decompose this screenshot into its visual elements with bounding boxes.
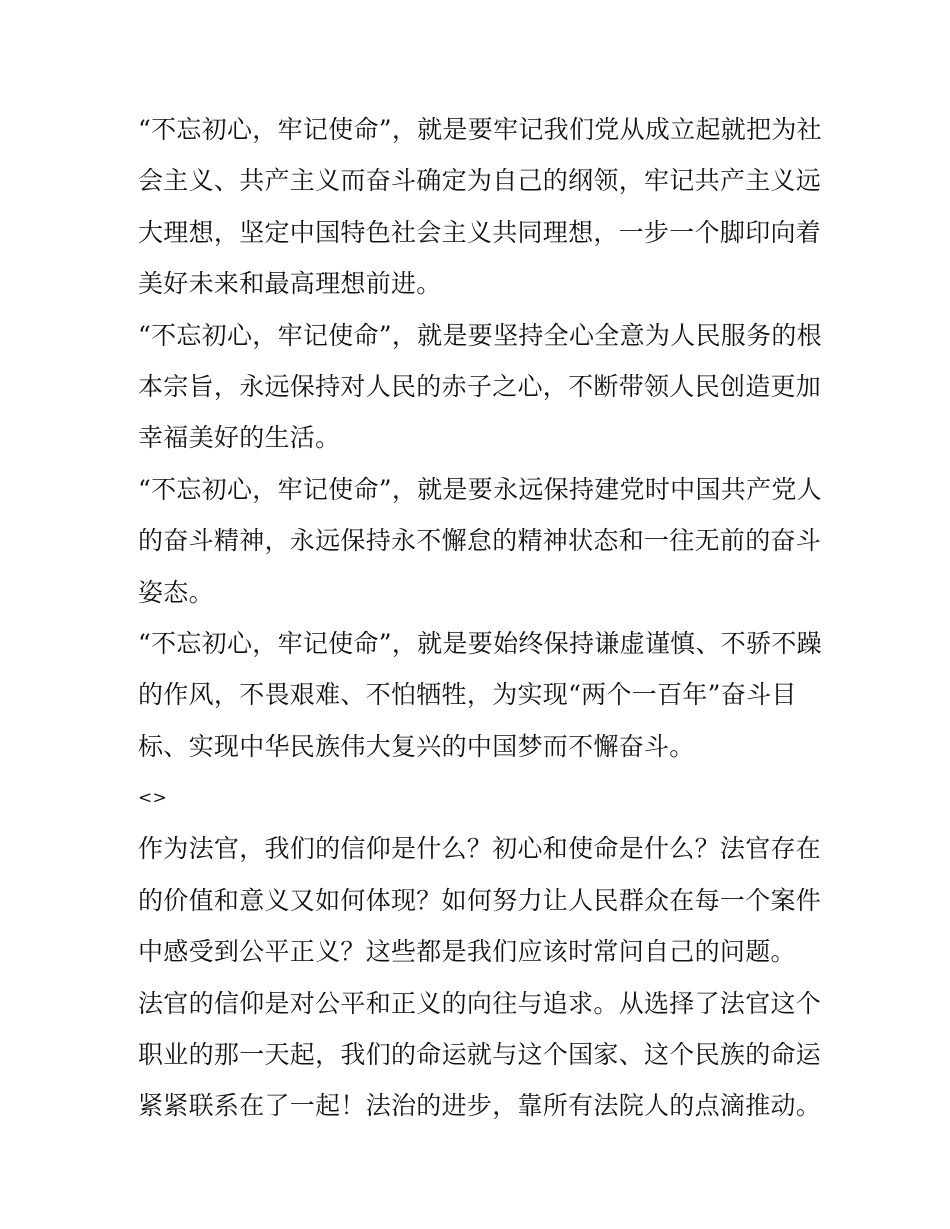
text-line: 美好未来和最高理想前进。: [138, 269, 442, 299]
text-line: 法官的信仰是对公平和正义的向往与追求。从选择了法官这个: [138, 988, 822, 1018]
text-line: 职业的那一天起，我们的命运就与这个国家、这个民族的命运: [138, 1040, 822, 1070]
text-line: 大理想，坚定中国特色社会主义共同理想，一步一个脚印向着: [138, 217, 822, 247]
text-line: 姿态。: [138, 577, 214, 607]
text-line: “不忘初心，牢记使命”，就是要牢记我们党从成立起就把为社: [138, 115, 822, 144]
text-line: 本宗旨，永远保持对人民的赤子之心，不断带领人民创造更加: [138, 371, 822, 401]
text-line: 会主义、共产主义而奋斗确定为自己的纲领，牢记共产主义远: [138, 166, 822, 196]
text-line: 标、实现中华民族伟大复兴的中国梦而不懈奋斗。: [138, 731, 695, 761]
separator-marker: <>: [138, 788, 168, 809]
document-body: [138, 111, 822, 1139]
text-line: “不忘初心，牢记使命”，就是要永远保持建党时中国共产党人: [138, 474, 822, 504]
text-line: “不忘初心，牢记使命”，就是要始终保持谦虚谨慎、不骄不躁: [138, 628, 822, 658]
text-line: 的价值和意义又如何体现？如何努力让人民群众在每一个案件: [138, 885, 822, 915]
text-line: 中感受到公平正义？这些都是我们应该时常问自己的问题。: [138, 937, 796, 967]
text-line: 的奋斗精神，永远保持永不懈怠的精神状态和一往无前的奋斗: [138, 526, 822, 556]
text-line: “不忘初心，牢记使命”，就是要坚持全心全意为人民服务的根: [138, 320, 822, 350]
text-line: 紧紧联系在了一起！法治的进步，靠所有法院人的点滴推动。: [138, 1091, 822, 1121]
text-line: 的作风，不畏艰难、不怕牺牲，为实现“两个一百年”奋斗目: [138, 680, 797, 710]
text-line: 作为法官，我们的信仰是什么？初心和使命是什么？法官存在: [138, 834, 822, 864]
text-line: 幸福美好的生活。: [138, 423, 341, 453]
